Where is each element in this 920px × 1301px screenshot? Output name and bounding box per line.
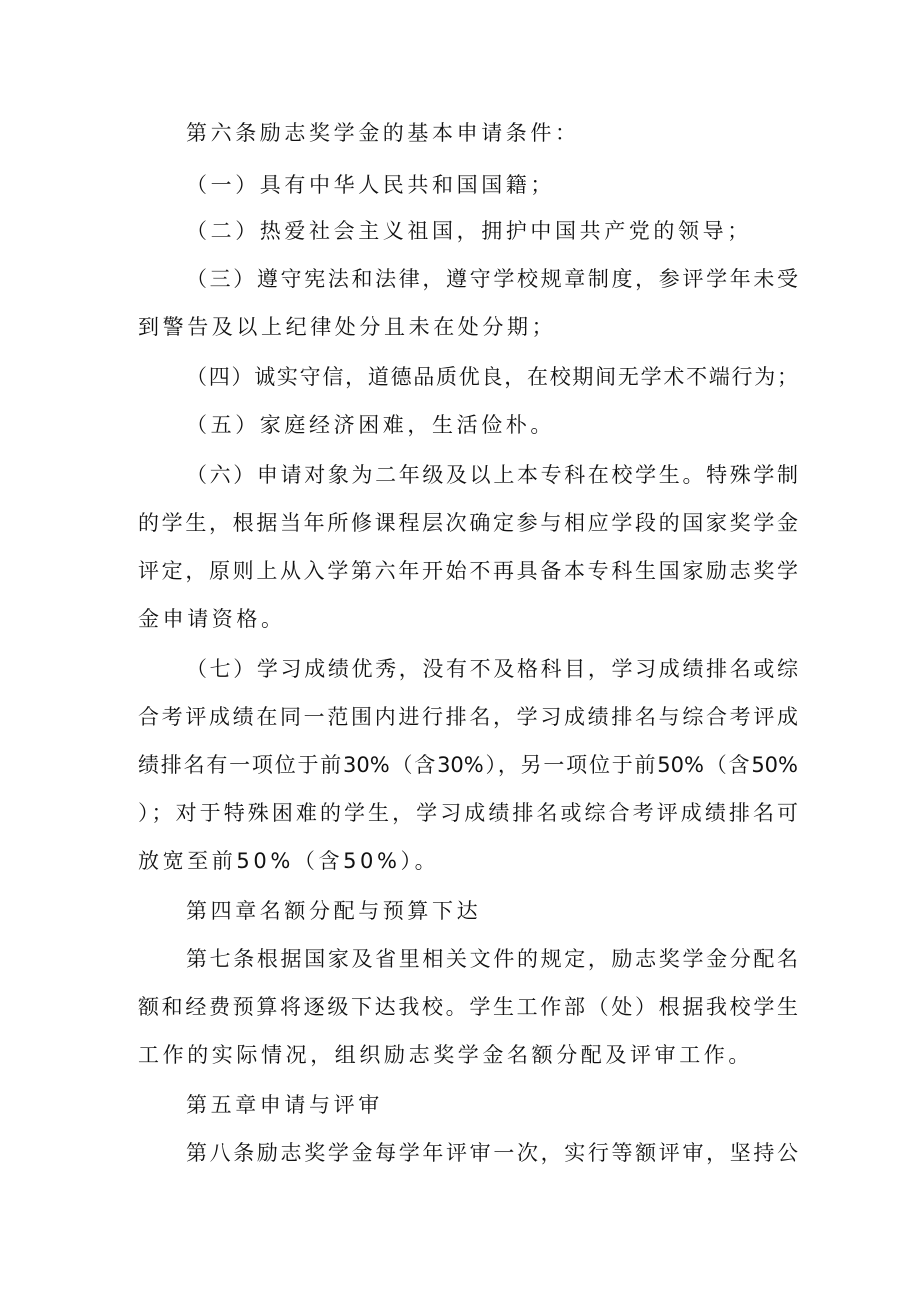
condition-7-line-2: 合考评成绩在同一范围内进行排名，学习成绩排名与综合考评成 [138, 705, 798, 729]
chapter-5-heading: 第五章申请与评审 [186, 1093, 383, 1117]
condition-6-line-4: 金申请资格。 [138, 607, 286, 631]
article-8-line-1: 第八条励志奖学金每学年评审一次，实行等额评审，坚持公 [186, 1141, 798, 1165]
article-6-heading: 第六条励志奖学金的基本申请条件： [186, 121, 580, 145]
condition-7-line-5: 放宽至前50%（含50%）。 [138, 849, 440, 873]
article-7-line-3: 工作的实际情况，组织励志奖学金名额分配及评审工作。 [138, 1043, 753, 1067]
condition-7-line-3: 绩排名有一项位于前30%（含30%），另一项位于前50%（含50% [138, 753, 798, 777]
article-7-line-2: 额和经费预算将逐级下达我校。学生工作部（处）根据我校学生 [138, 995, 798, 1019]
condition-5: （五）家庭经济困难，生活俭朴。 [186, 413, 555, 437]
condition-7-line-4: ）；对于特殊困难的学生，学习成绩排名或综合考评成绩排名可 [138, 801, 798, 825]
condition-6-line-2: 的学生，根据当年所修课程层次确定参与相应学段的国家奖学金 [138, 511, 798, 535]
condition-2: （二）热爱社会主义祖国，拥护中国共产党的领导； [186, 219, 752, 243]
condition-4: （四）诚实守信，道德品质优良，在校期间无学术不端行为； [186, 365, 798, 389]
condition-6-line-1: （六）申请对象为二年级及以上本专科在校学生。特殊学制 [186, 463, 798, 487]
condition-3-line-1: （三）遵守宪法和法律，遵守学校规章制度，参评学年未受 [186, 267, 798, 291]
condition-6-line-3: 评定，原则上从入学第六年开始不再具备本专科生国家励志奖学 [138, 559, 798, 583]
condition-7-line-1: （七）学习成绩优秀，没有不及格科目，学习成绩排名或综 [186, 657, 798, 681]
condition-1: （一）具有中华人民共和国国籍； [186, 173, 555, 197]
article-7-line-1: 第七条根据国家及省里相关文件的规定，励志奖学金分配名 [186, 947, 798, 971]
chapter-4-heading: 第四章名额分配与预算下达 [186, 899, 482, 923]
condition-3-line-2: 到警告及以上纪律处分且未在处分期； [138, 315, 557, 339]
